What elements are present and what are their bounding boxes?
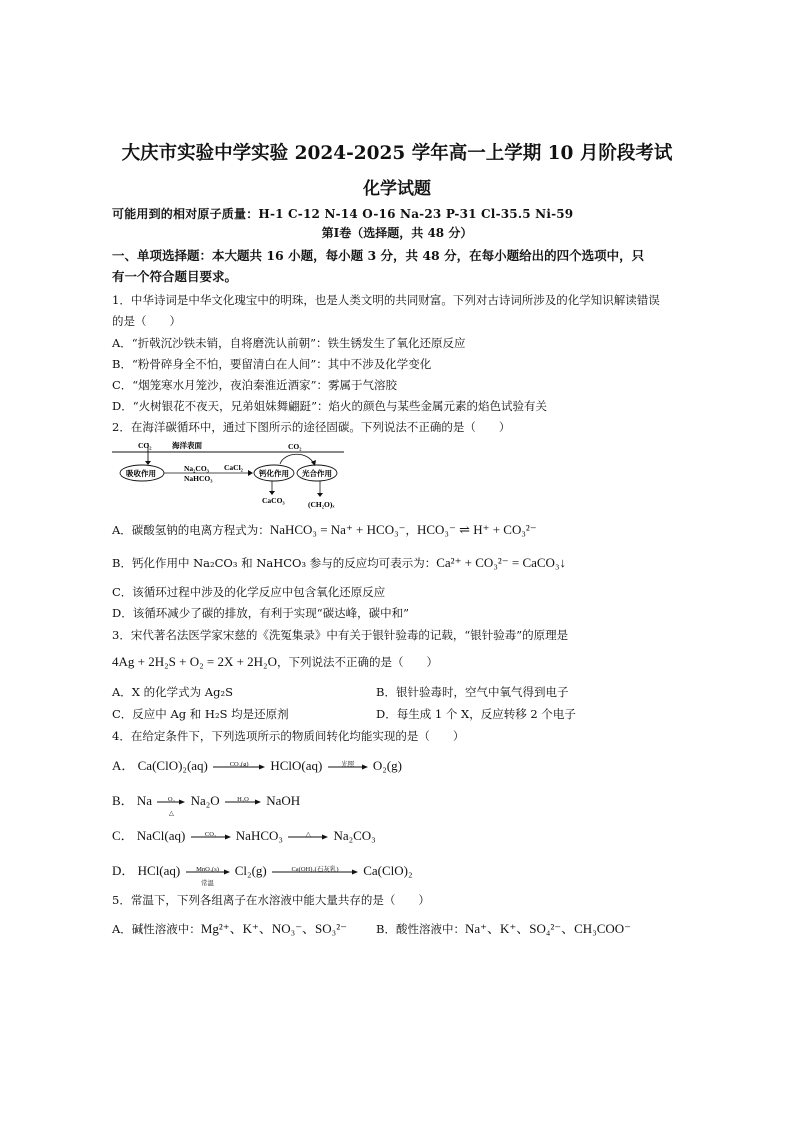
q4-stem: 4．在给定条件下，下列选项所示的物质间转化均能实现的是（ ）: [112, 729, 465, 743]
q5-option-a: [112, 921, 347, 937]
q4-d-s3: Ca(ClO)₂: [363, 863, 413, 878]
q4-b-cond1: O₂: [167, 796, 175, 804]
q3-equation-line: [112, 654, 438, 670]
q4-a-cond2: 光照: [341, 761, 355, 769]
q4-c-cond1: CO₂: [204, 831, 217, 839]
q4-option-d: [112, 863, 413, 888]
q4-c-arrow2: [288, 831, 328, 840]
q4-d-arrow2: [272, 866, 358, 875]
section-heading-line1: 一、单项选择题：本大题共 16 小题，每小题 3 分，共 48 分，在每小题给出的四个选项中，只: [112, 248, 645, 263]
q4-d-label: D．: [112, 863, 135, 878]
q2-option-a-eq2: HCO₃⁻ ⇌ H⁺ + CO₃²⁻: [416, 522, 537, 537]
diagram-calcify: 钙化作用: [259, 469, 289, 478]
diagram-ch2o: (CH₂O)ₓ: [308, 500, 335, 509]
q4-d-s2: Cl₂(g): [234, 863, 267, 878]
q4-b-arrow2: [225, 796, 261, 805]
exam-subtitle: 化学试题: [363, 179, 431, 199]
q4-c-s3: Na₂CO₃: [333, 828, 376, 843]
q1-stem: 1．中华诗词是中华文化瑰宝中的明珠，也是人类文明的共同财富。下列对古诗词所涉及的化学知识解读错误: [112, 293, 660, 307]
q4-option-a: [112, 758, 402, 773]
q5-stem: 5．常温下，下列各组离子在水溶液中能大量共存的是（ ）: [112, 893, 430, 907]
q5-b-text: B．酸性溶液中：: [376, 922, 465, 936]
diagram-nahco3: NaHCO₃: [184, 474, 213, 483]
diagram-co2-left: CO₂: [138, 441, 152, 450]
q4-a-s2: HClO(aq): [270, 758, 323, 773]
q3-option-a: A．X 的化学式为 Ag₂S: [112, 685, 233, 699]
q4-b-cond1-below: △: [168, 810, 174, 818]
atomic-masses: 可能用到的相对原子质量：H-1 C-12 N-14 O-16 Na-23 P-31 Cl-35.5 Ni-59: [112, 207, 574, 221]
q4-b-s2: Na₂O: [190, 793, 220, 808]
q1-option-c: C．“烟笼寒水月笼沙，夜泊秦淮近酒家”：雾属于气溶胶: [112, 378, 398, 392]
q4-b-s1: Na: [136, 793, 153, 808]
q4-a-arrow1: [213, 761, 265, 770]
q5-a-text: A．碱性溶液中：: [112, 922, 201, 936]
q4-d-arrow1: [186, 866, 230, 888]
q4-a-s3: O₂(g): [372, 758, 402, 773]
diagram-na2co3: Na₂CO₃: [184, 464, 209, 473]
q3-option-b: B．银针验毒时，空气中氧气得到电子: [376, 685, 569, 699]
q2-option-d: D．该循环减少了碳的排放，有利于实现“碳达峰，碳中和”: [112, 606, 409, 620]
diagram-co2-right: CO₂: [288, 442, 302, 451]
diagram-surface-label: 海洋表面: [172, 441, 202, 450]
q5-a-ions: Mg²⁺、K⁺、NO₃⁻、SO₃²⁻: [200, 921, 347, 936]
q4-d-cond1-below: 常温: [201, 880, 214, 888]
diagram-cacl2: CaCl₂: [224, 463, 243, 472]
section-heading-line2: 有一个符合题目要求。: [112, 269, 238, 284]
q4-a-arrow2: [328, 761, 368, 770]
q4-b-arrow1: [157, 796, 185, 818]
q3-stem: 3．宋代著名法医学家宋慈的《洗冤集录》中有关于银针验毒的记载，“银针验毒”的原理是: [112, 628, 569, 642]
q3-equation: 4Ag + 2H₂S + O₂ = 2X + 2H₂O: [112, 654, 277, 669]
q3-option-d: D．每生成 1 个 X，反应转移 2 个电子: [376, 707, 576, 721]
q4-a-cond1: CO₂(g): [229, 761, 249, 769]
q1-option-a: A．“折戟沉沙铁未销，自将磨洗认前朝”：铁生锈发生了氧化还原反应: [112, 336, 466, 350]
q2-stem: 2．在海洋碳循环中，通过下图所示的途径固碳。下列说法不正确的是（ ）: [112, 420, 511, 434]
q2-option-a-text: A．碳酸氢钠的电离方程式为：: [112, 523, 270, 537]
q4-c-arrow1: [191, 831, 231, 840]
carbon-cycle-diagram: [112, 440, 352, 514]
q4-c-s2: NaHCO₃: [235, 828, 283, 843]
q4-option-b: [112, 793, 301, 818]
q1-option-b: B．“粉骨碎身全不怕，要留清白在人间”：其中不涉及化学变化: [112, 357, 432, 371]
q4-d-s1: HCl(aq): [137, 863, 181, 878]
q4-d-cond2: Ca(OH)₂(石灰乳): [291, 866, 339, 874]
q2-option-b-eq: Ca²⁺ + CO₃²⁻ = CaCO₃↓: [436, 555, 566, 570]
q5-b-ions: Na⁺、K⁺、SO₄²⁻、CH₃COO⁻: [464, 921, 632, 936]
q4-d-cond1: MnO₂(s): [196, 866, 219, 874]
q5-option-b: [376, 921, 631, 937]
q4-c-label: C．: [112, 828, 134, 843]
q4-b-s3: NaOH: [266, 793, 301, 808]
q3-option-c: C．反应中 Ag 和 H₂S 均是还原剂: [112, 707, 289, 721]
q2-option-c: C．该循环过程中涉及的化学反应中包含氧化还原反应: [112, 585, 386, 599]
diagram-absorb: 吸收作用: [126, 469, 156, 478]
q4-a-label: A．: [112, 758, 135, 773]
q2-option-b: [112, 555, 566, 571]
q4-a-s1: Ca(ClO)₂(aq): [137, 758, 208, 773]
diagram-photo: 光合作用: [302, 469, 332, 478]
q4-c-s1: NaCl(aq): [136, 828, 186, 843]
q2-option-a: [112, 522, 537, 538]
q1-option-d: D．“火树银花不夜天，兄弟姐妹舞翩跹”：焰火的颜色与某些金属元素的焰色试验有关: [112, 399, 547, 413]
exam-title: 大庆市实验中学实验 2024-2025 学年高一上学期 10 月阶段考试: [121, 143, 673, 164]
q2-option-a-eq1: NaHCO₃ = Na⁺ + HCO₃⁻: [269, 522, 406, 537]
q2-option-b-text: B．钙化作用中 Na₂CO₃ 和 NaHCO₃ 参与的反应均可表示为：: [112, 556, 437, 570]
q4-b-label: B．: [112, 793, 134, 808]
diagram-caco3: CaCO₃: [262, 496, 285, 505]
volume-title: 第Ⅰ卷（选择题，共 48 分）: [321, 226, 473, 240]
q1-stem-cont: 的是（ ）: [112, 314, 181, 328]
q3-stem-cont: ，下列说法不正确的是（ ）: [276, 655, 438, 669]
q2-option-a-sep: ，: [405, 523, 417, 537]
q4-b-cond2: H₂O: [237, 796, 249, 804]
q4-c-cond2: △: [305, 831, 311, 839]
q4-option-c: [112, 828, 376, 843]
